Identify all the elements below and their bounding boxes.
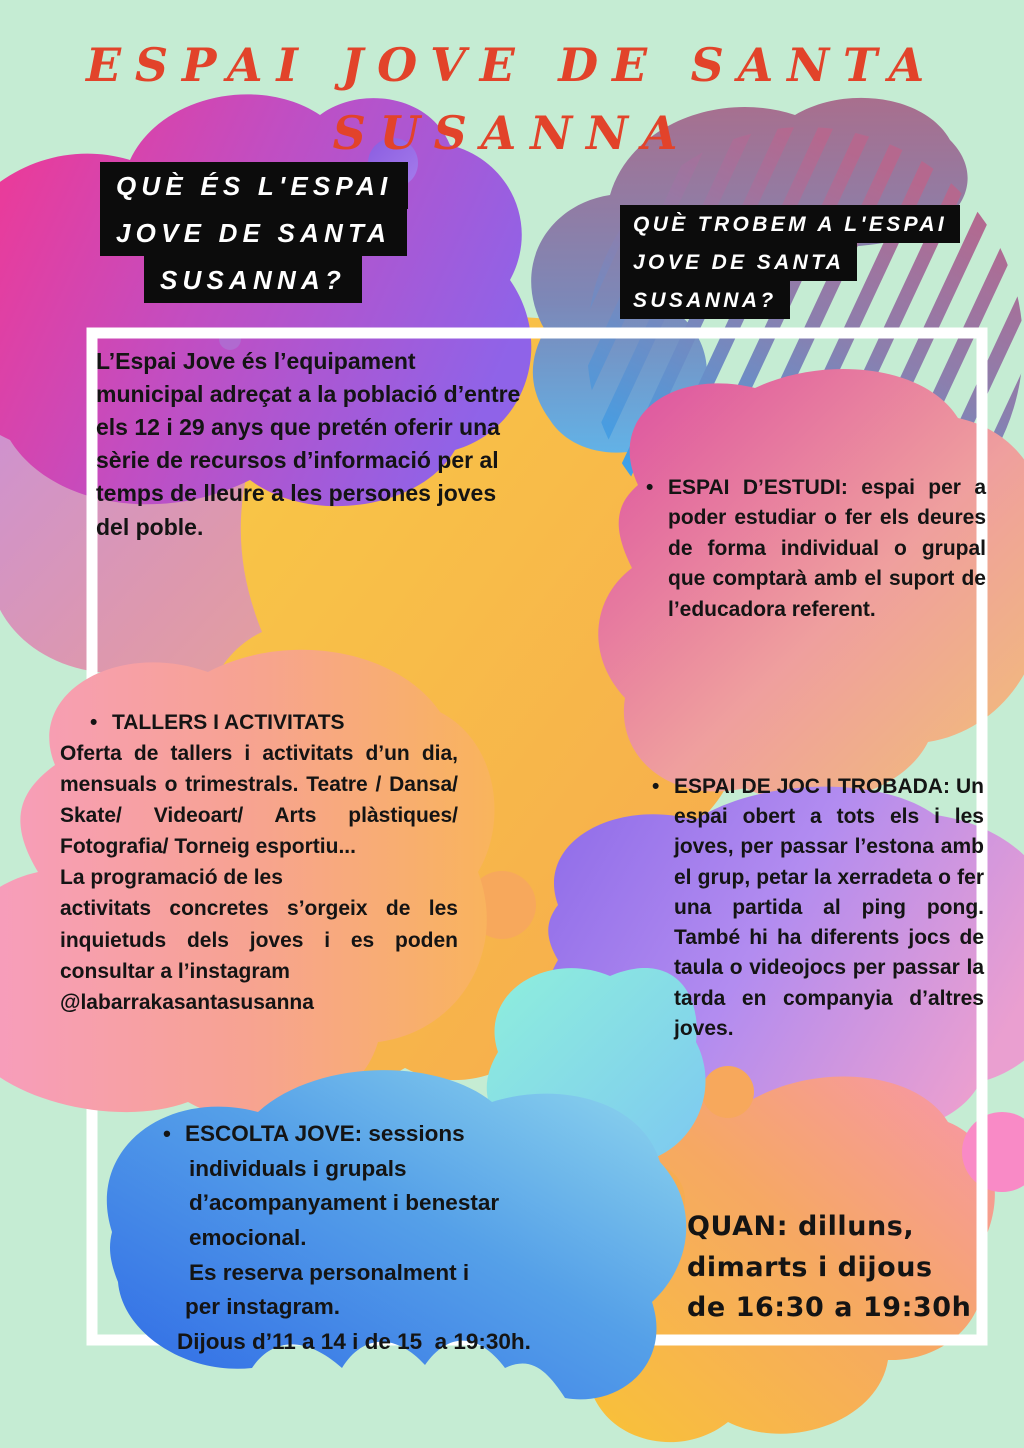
- escolta-schedule: Dijous d’11 a 14 i de 15 a 19:30h.: [177, 1328, 531, 1354]
- bullet-dot: •: [652, 775, 660, 798]
- bullet-estudi: [646, 473, 986, 625]
- question-right-line1: QUÈ TROBEM A L'ESPAI: [620, 205, 960, 243]
- tallers-paragraph-3: activitats concretes s’orgeix de les inquietuds dels joves i es poden consultar a l’instagram: [60, 897, 458, 983]
- question-box-right: [620, 205, 960, 319]
- bullet-escolta: [163, 1117, 531, 1359]
- escolta-line2: individuals i grupals: [189, 1155, 407, 1181]
- bullet-dot: •: [646, 476, 654, 499]
- dot-orange-tiny: [702, 1066, 754, 1118]
- escolta-line3: d’acompanyament i benestar: [189, 1190, 500, 1216]
- question-left-line1: QUÈ ÉS L'ESPAI: [100, 162, 408, 209]
- quan-schedule: [687, 1207, 971, 1329]
- tallers-instagram-handle: @labarrakasantasusanna: [60, 990, 314, 1014]
- question-left-line3: SUSANNA?: [144, 256, 362, 303]
- bullet-dot: •: [90, 711, 98, 734]
- bullet-joc: [652, 772, 984, 1044]
- escolta-line5: Es reserva personalment i: [189, 1259, 470, 1285]
- page-title-line1: ESPAI JOVE DE SANTA: [85, 38, 939, 92]
- quan-line2: dimarts i dijous: [687, 1251, 933, 1283]
- question-right-line2: JOVE DE SANTA: [620, 243, 857, 281]
- quan-line3: de 16:30 a 19:30h: [687, 1292, 972, 1323]
- tallers-paragraph-2: La programació de les: [60, 866, 283, 890]
- quan-line1: QUAN: dilluns,: [687, 1211, 915, 1242]
- escolta-line4: emocional.: [189, 1224, 307, 1250]
- bullet-joc-text: ESPAI DE JOC I TROBADA: Un espai obert a tots els i les joves, per passar l’estona amb el grup, petar la xerradeta o fer una partida al ping pong. També hi ha diferents jocs de taula o videojocs per passar la tarda en companyia d’altres joves.: [674, 775, 984, 1040]
- bullet-dot: •: [163, 1121, 171, 1146]
- bullet-tallers-title: TALLERS I ACTIVITATS: [112, 711, 345, 734]
- bullet-estudi-text: ESPAI D’ESTUDI: espai per a poder estudiar o fer els deures de forma individual o grupal que comptarà amb el suport de l’educadora referent.: [668, 476, 986, 621]
- tallers-paragraph-1: Oferta de tallers i activitats d’un dia, mensuals o trimestrals. Teatre / Dansa/ Skate/ Videoart/ Arts plàstiques/ Fotografia/ Torneig esportiu...: [60, 742, 458, 859]
- question-box-left: [100, 162, 408, 303]
- page-title-line2: SUSANNA: [332, 106, 692, 160]
- escolta-line6: per instagram.: [185, 1294, 341, 1320]
- bullet-tallers: [60, 707, 458, 1018]
- question-left-line2: JOVE DE SANTA: [100, 209, 407, 256]
- question-right-line3: SUSANNA?: [620, 281, 790, 319]
- escolta-line1: ESCOLTA JOVE: sessions: [185, 1121, 465, 1146]
- intro-paragraph: L’Espai Jove és l’equipament municipal adreçat a la població d’entre els 12 i 29 anys que pretén oferir una sèrie de recursos d’informació per al temps de lleure a les persones joves del poble.: [96, 348, 521, 540]
